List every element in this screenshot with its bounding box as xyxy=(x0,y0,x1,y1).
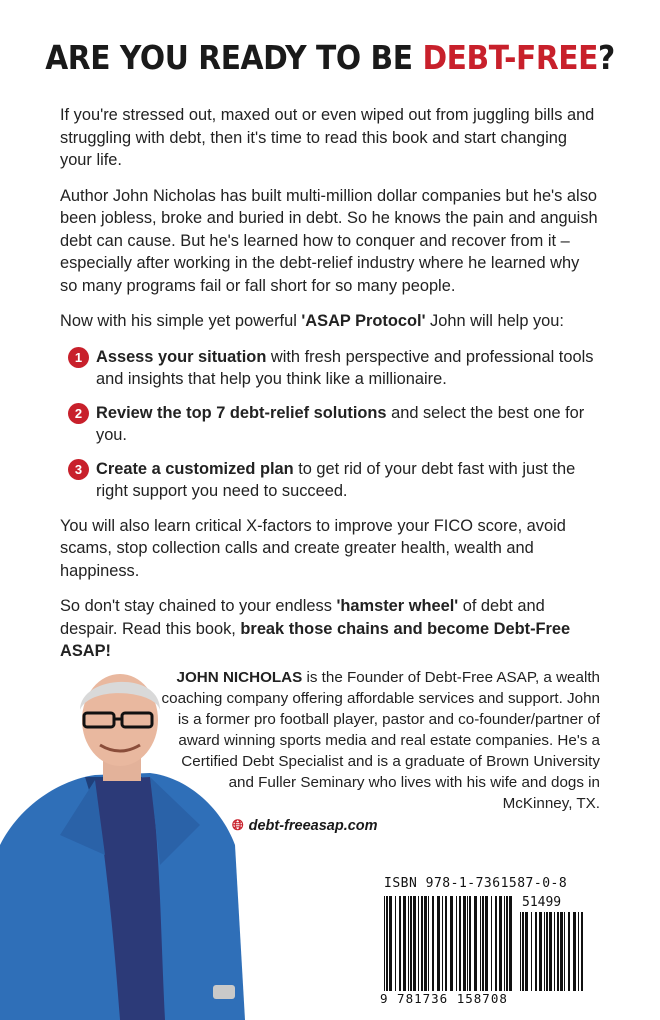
globe-icon: 🌐︎ xyxy=(232,818,244,834)
barcode-box xyxy=(380,876,595,1016)
isbn-number: ISBN 978-1-7361587-0-8 xyxy=(384,876,568,891)
price-barcode xyxy=(520,912,588,991)
steps-list xyxy=(60,346,600,503)
price-code: 51499 xyxy=(522,895,562,910)
author-name: JOHN NICHOLAS xyxy=(176,669,303,686)
author-bio: JOHN NICHOLAS is the Founder of Debt-Free ASAP, a wealth coaching company offering affordable services and support. John is a former pro football player, pastor and co-founder/partner of award winning sports media and real estate companies. He's a Certified Debt Specialist and is a graduate of Brown University and Fuller Seminary who lives with his wife and dogs in McKinney, TX. xyxy=(161,669,600,812)
website-url[interactable]: debt-freeasap.com xyxy=(248,818,378,834)
closing-paragraph: So don't stay chained to your endless 'hamster wheel' of debt and despair. Read this book, break those chains and become Debt-Free ASAP! xyxy=(60,597,571,660)
protocol-paragraph: Now with his simple yet powerful 'ASAP Protocol' John will help you: xyxy=(60,312,564,330)
intro-paragraph: If you're stressed out, maxed out or even wiped out from juggling bills and struggling with debt, then it's time to read this book and start changing your life. xyxy=(60,106,595,169)
list-item: 3 Create a customized plan to get rid of your debt fast with just the right support you need to succeed. xyxy=(60,458,600,503)
list-item: 1 Assess your situation with fresh perspective and professional tools and insights that help you think like a millionaire. xyxy=(60,346,600,391)
list-item: 2 Review the top 7 debt-relief solutions and select the best one for you. xyxy=(60,402,600,447)
headline: ARE YOU READY TO BE DEBT-FREE? xyxy=(45,38,615,77)
headline-highlight: DEBT-FREE xyxy=(422,38,598,77)
number-badge-icon: 2 xyxy=(68,403,89,424)
body-copy xyxy=(60,104,600,676)
author-paragraph: Author John Nicholas has built multi-million dollar companies but he's also been jobless, broke and buried in debt. So he knows the pain and anguish debt can cause. But he's learned how to conquer and recover from it – especially after working in the debt-relief industry where he learned why so many programs fail or fall short for so many people. xyxy=(60,186,598,295)
website[interactable] xyxy=(232,818,378,834)
learn-paragraph: You will also learn critical X-factors to improve your FICO score, avoid scams, stop collection calls and create greater health, wealth and happiness. xyxy=(60,516,566,580)
barcode xyxy=(384,896,512,991)
number-badge-icon: 1 xyxy=(68,347,89,368)
ean-number: 9 781736 158708 xyxy=(380,991,508,1006)
number-badge-icon: 3 xyxy=(68,459,89,480)
